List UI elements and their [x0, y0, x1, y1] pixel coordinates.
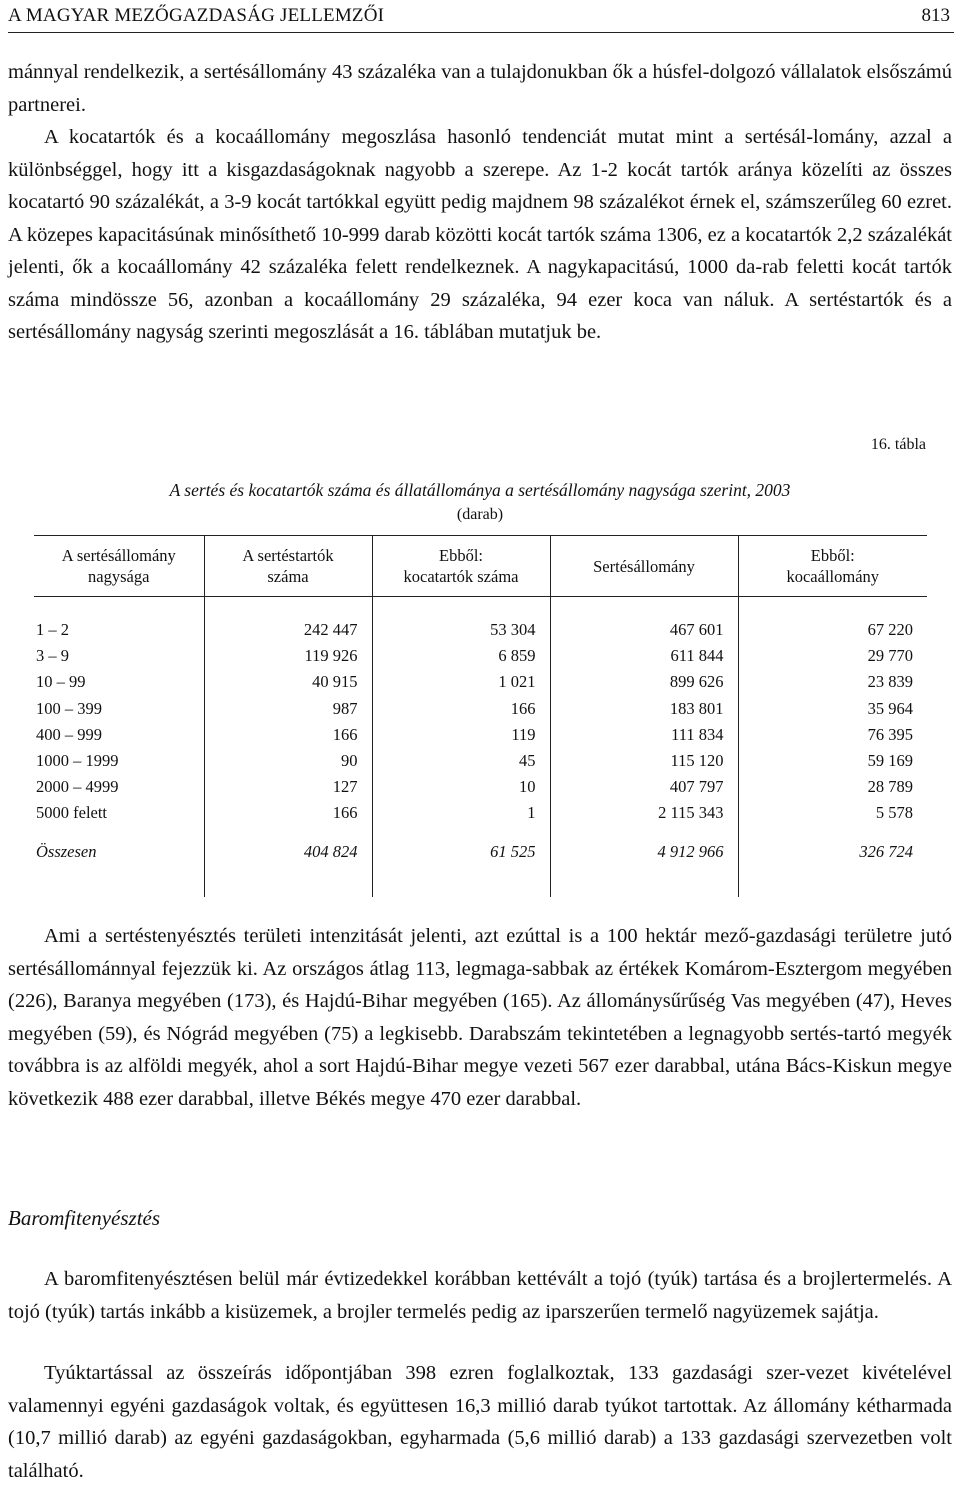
column-header: Sertésállomány [550, 536, 738, 597]
table-total-row [34, 837, 927, 867]
paragraph-text: A baromfitenyésztésen belül már évtizedekkel korábban kettévált a tojó (tyúk) tartása és a brojlertermelés. A tojó (tyúk) tartás inkább a kisüzemek, a brojler termelés pedig az iparszerűen termelő nagyüzemek sajátja. [8, 1268, 952, 1323]
pig-holders-table [34, 535, 927, 897]
table-cell: 6 859 [372, 643, 550, 669]
paragraph-poultry-intro [8, 1263, 952, 1328]
table-row [34, 696, 927, 722]
table-cell: 611 844 [550, 643, 738, 669]
table-cell: 61 525 [372, 837, 550, 867]
table-cell: 90 [204, 748, 372, 774]
header-title: A MAGYAR MEZŐGAZDASÁG JELLEMZŐI [8, 5, 385, 26]
table-row [34, 800, 927, 826]
table-cell: 119 [372, 722, 550, 748]
table-cell: 1 [372, 800, 550, 826]
table-cell: 5 578 [738, 800, 927, 826]
table-cell: 5000 felett [36, 803, 108, 823]
table-row [34, 748, 927, 774]
table-cell: 76 395 [738, 722, 927, 748]
paragraph-pig-holders [8, 56, 952, 349]
table-cell: 115 120 [550, 748, 738, 774]
table-cell: 467 601 [550, 617, 738, 643]
table-cell: Összesen [36, 841, 97, 861]
table-cell: 67 220 [738, 617, 927, 643]
table-cell: 899 626 [550, 669, 738, 695]
table-cell: 29 770 [738, 643, 927, 669]
paragraph-hen-keeping [8, 1357, 952, 1487]
table-header-row [34, 536, 927, 597]
section-heading: Baromfitenyésztés [8, 1206, 161, 1230]
table-cell: 35 964 [738, 696, 927, 722]
table-cell: 1 021 [372, 669, 550, 695]
table-cell: 404 824 [204, 837, 372, 867]
table-number: 16. tábla [870, 436, 926, 453]
table-cell: 3 – 9 [36, 646, 69, 666]
table-row [34, 669, 927, 695]
table-cell: 53 304 [372, 617, 550, 643]
table-cell: 987 [204, 696, 372, 722]
paragraph-text: Tyúktartással az összeírás időpontjában 398 ezren foglalkoztak, 133 gazdasági szer-vezet kivételével valamennyi egyéni gazdaságok voltak, és együttesen 16,3 millió darab tyúkot tartottak. Az állomány kétharmada (10,7 millió darab) az egyéni gazdaságokban, egyharmada (5,6 millió darab) a 133 gazdasági szervezetben volt található. [8, 1362, 952, 1482]
table-cell: 400 – 999 [36, 724, 102, 744]
table-cell: 10 [372, 774, 550, 800]
paragraph-text: Ami a sertéstenyésztés területi intenzitását jelenti, azt ezúttal is a 100 hektár mező-gazdasági területre jutó sertésállománnyal fejezzük ki. Az országos átlag 113, legmaga-sabbak az értékek Komárom-Esztergom megyében (226), Baranya megyében (173), és Hajdú-Bihar megyében (165). Az állománysűrűség Vas megyében (47), Heves megyében (59), és Nógrád megyében (75) a legkisebb. Darabszám tekintetében a legnagyobb sertés-tartó megyék továbbra is az alföldi megyék, ahol a sort Hajdú-Bihar megye vezeti 567 ezer darabbal, utána Bács-Kiskun megye következik 488 ezer darabbal, illetve Békés megye 470 ezer darabbal. [8, 925, 952, 1110]
table-cell: 40 915 [204, 669, 372, 695]
column-header: A sertéstartók száma [204, 536, 372, 597]
table-cell: 45 [372, 748, 550, 774]
table-title: A sertés és kocatartók száma és állatállománya a sertésállomány nagysága szerint, 2003 [169, 480, 791, 500]
table-cell: 28 789 [738, 774, 927, 800]
table-cell: 183 801 [550, 696, 738, 722]
table-cell: 407 797 [550, 774, 738, 800]
running-header [8, 2, 954, 33]
column-header: Ebből: kocaállomány [738, 536, 927, 597]
table-row [34, 643, 927, 669]
paragraph-regional-intensity [8, 920, 952, 1115]
table-row [34, 722, 927, 748]
table-cell: 127 [204, 774, 372, 800]
table-cell: 111 834 [550, 722, 738, 748]
table-cell: 59 169 [738, 748, 927, 774]
column-header: A sertésállomány nagysága [34, 536, 204, 597]
table-cell: 166 [372, 696, 550, 722]
table-cell: 166 [204, 800, 372, 826]
column-header: Ebből: kocatartók száma [372, 536, 550, 597]
paragraph-text: mánnyal rendelkezik, a sertésállomány 43 százaléka van a tulajdonukban ők a húsfel-dolgozó vállalatok elsőszámú partnerei. [8, 61, 952, 116]
paragraph-text: A kocatartók és a kocaállomány megoszlása hasonló tendenciát mutat mint a sertésál-lomány, azzal a különbséggel, hogy itt a kisgazdaságoknak nagyobb a szerepe. Az 1-2 kocát tartók aránya közelíti az összes kocatartó 90 százalékát, a 3-9 kocát tartókkal együtt pedig majdnem 98 százalékot érnek el, számszerűleg 60 ezret. A közepes kapacitásúnak minősíthető 10-999 darab közötti kocát tartók száma 1306, ez a kocatartók 2,2 százalékát jelenti, ők a kocaállomány 42 százaléka felett rendelkeznek. A nagykapacitású, 1000 da-rab feletti kocát tartók száma mindössze 56, azonban a kocaállomány 29 százaléka, 94 ezer koca van náluk. A sertéstartók és a sertésállomány nagyság szerinti megoszlását a 16. táblában mutatjuk be. [8, 126, 952, 343]
table-cell: 326 724 [738, 837, 927, 867]
table-cell: 119 926 [204, 643, 372, 669]
table-cell: 1000 – 1999 [36, 751, 119, 771]
table-row [34, 774, 927, 800]
page-number: 813 [921, 5, 950, 26]
table-cell: 242 447 [204, 617, 372, 643]
table-unit: (darab) [456, 506, 504, 523]
table-row [34, 617, 927, 643]
table-cell: 100 – 399 [36, 698, 102, 718]
table-cell: 10 – 99 [36, 672, 86, 692]
table-cell: 166 [204, 722, 372, 748]
table-cell: 2000 – 4999 [36, 777, 119, 797]
table-cell: 23 839 [738, 669, 927, 695]
table-cell: 1 – 2 [36, 620, 69, 640]
table-cell: 2 115 343 [550, 800, 738, 826]
table-cell: 4 912 966 [550, 837, 738, 867]
